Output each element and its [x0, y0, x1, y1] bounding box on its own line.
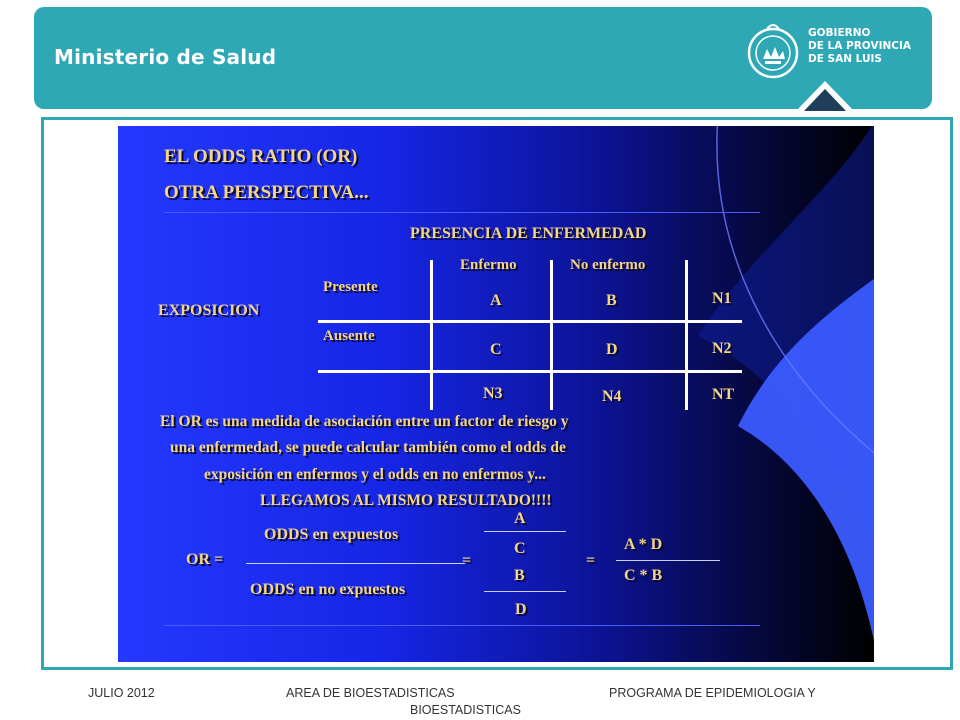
- cell-d: D: [606, 341, 618, 358]
- paragraph-line-4: LLEGAMOS AL MISMO RESULTADO!!!!: [260, 492, 552, 509]
- footer-program-continued: BIOESTADISTICAS: [410, 703, 521, 717]
- cell-n2: N2: [712, 340, 732, 357]
- fraction-a: A: [514, 510, 526, 527]
- fraction-bar-bottom: [484, 591, 566, 592]
- slide-title-1: EL ODDS RATIO (OR): [164, 146, 358, 167]
- paragraph-line-1: El OR es una medida de asociación entre un factor de riesgo y: [160, 413, 569, 430]
- grid-hline-1: [318, 320, 742, 323]
- row-ausente: Ausente: [323, 328, 375, 344]
- fraction-c: C: [514, 540, 526, 557]
- slide-image: [118, 126, 874, 662]
- gov-line-2: DE LA PROVINCIA: [808, 40, 912, 52]
- paragraph-line-2: una enfermedad, se puede calcular también como el odds de: [170, 439, 566, 456]
- footer-program: PROGRAMA DE EPIDEMIOLOGIA Y: [609, 686, 816, 700]
- fraction-bar-top: [484, 531, 566, 532]
- result-fraction-bar: [616, 560, 720, 561]
- province-seal-icon: [745, 19, 801, 85]
- result-numerator: A * D: [624, 536, 663, 553]
- column-no-enfermo: No enfermo: [570, 257, 646, 273]
- grid-vline-3: [685, 260, 688, 410]
- main-fraction-bar: [246, 563, 466, 564]
- ministry-brand: Ministerio de Salud: [54, 45, 277, 69]
- cell-n1: N1: [712, 290, 732, 307]
- cell-n4: N4: [602, 388, 622, 405]
- odds-no-expuestos: ODDS en no expuestos: [250, 581, 406, 598]
- or-label: OR =: [186, 551, 224, 568]
- gov-line-1: GOBIERNO: [808, 27, 871, 39]
- cell-c: C: [490, 341, 502, 358]
- grid-vline-2: [550, 260, 553, 410]
- table-heading: PRESENCIA DE ENFERMEDAD: [410, 225, 647, 242]
- column-enfermo: Enfermo: [460, 257, 517, 273]
- equals-1: =: [462, 552, 472, 569]
- header-banner: [34, 7, 932, 109]
- government-logo-text: [808, 27, 911, 66]
- equals-2: =: [586, 552, 596, 569]
- exposicion-label: EXPOSICION: [158, 302, 260, 319]
- cell-a: A: [490, 292, 502, 309]
- slide-title-2: OTRA PERSPECTIVA...: [164, 182, 369, 203]
- cell-b: B: [606, 292, 617, 309]
- bottom-rule: [164, 625, 760, 626]
- result-denominator: C * B: [624, 567, 663, 584]
- fraction-b: B: [514, 567, 525, 584]
- footer-date: JULIO 2012: [88, 686, 155, 700]
- gov-line-3: DE SAN LUIS: [808, 53, 882, 65]
- title-underline: [164, 212, 760, 213]
- grid-hline-2: [318, 370, 742, 373]
- footer-area: AREA DE BIOESTADISTICAS: [286, 686, 455, 700]
- row-presente: Presente: [323, 279, 378, 295]
- header-tab-triangle: [796, 79, 854, 111]
- odds-expuestos: ODDS en expuestos: [264, 526, 399, 543]
- grid-vline-1: [430, 260, 433, 410]
- cell-n3: N3: [483, 385, 503, 402]
- cell-nt: NT: [712, 386, 735, 403]
- paragraph-line-3: exposición en enfermos y el odds en no enfermos y...: [204, 466, 546, 483]
- fraction-d: D: [515, 601, 527, 618]
